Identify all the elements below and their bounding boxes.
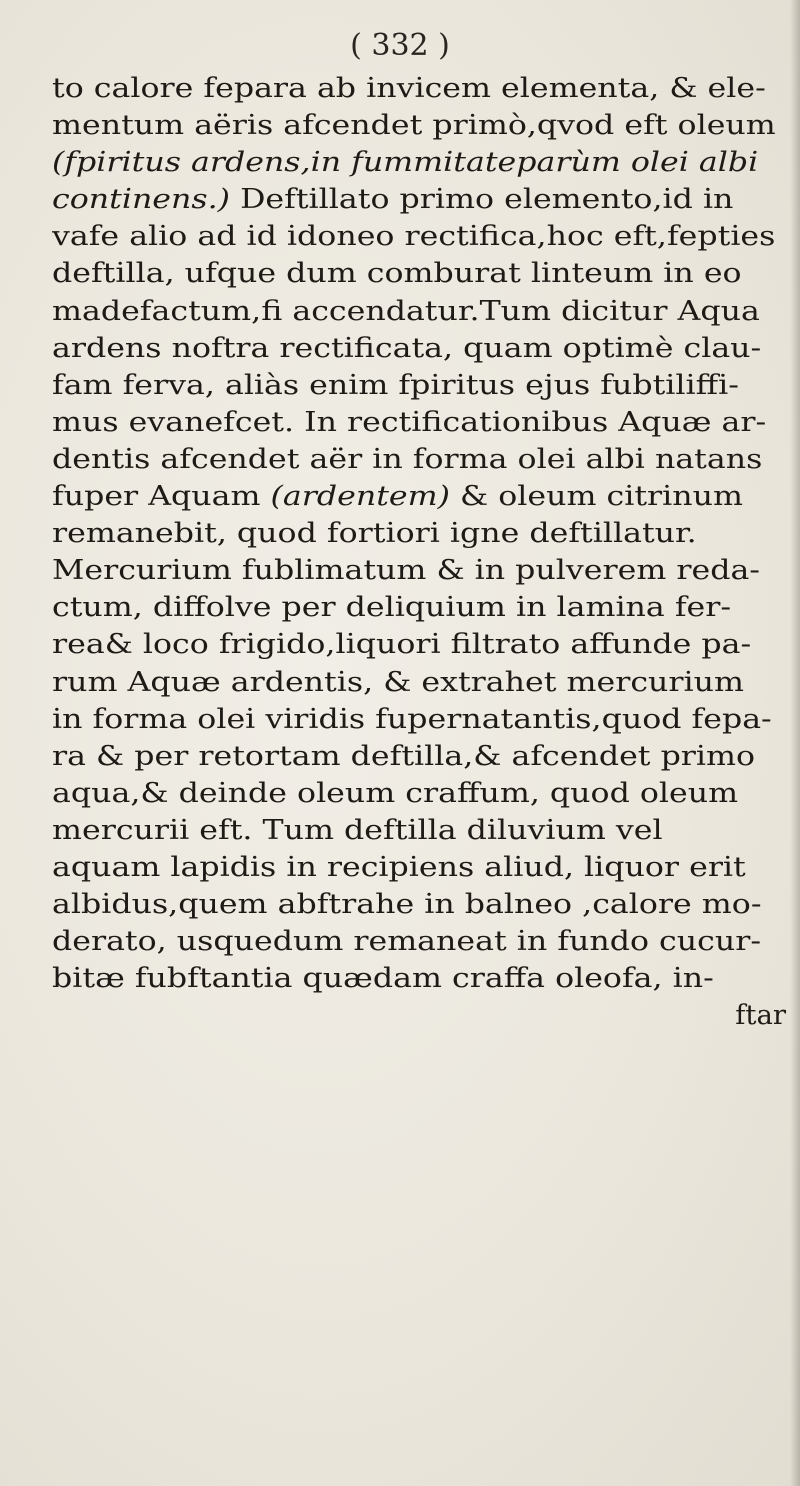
text-line — [52, 626, 796, 663]
text-line — [52, 330, 796, 367]
roman-text: ctum, diffolve per deliquium in lamina fer- — [52, 591, 732, 624]
text-line-content — [52, 626, 751, 663]
text-line-content — [52, 515, 697, 552]
text-line-content — [52, 293, 760, 330]
text-line-content — [52, 923, 761, 960]
text-line — [52, 181, 796, 218]
roman-text: rum Aquæ ardentis, & extrahet mercurium — [52, 665, 744, 698]
roman-text: mercurii eft. Tum deftilla diluvium vel — [52, 813, 663, 846]
text-line — [52, 293, 796, 330]
text-line — [52, 255, 796, 292]
page-number: ( 332 ) — [350, 28, 450, 63]
roman-text: deftilla, ufque dum comburat linteum in eo — [52, 257, 742, 290]
roman-text: bitæ fubftantia quædam craffa oleofa, in- — [52, 962, 714, 995]
text-line — [52, 589, 796, 626]
italic-text: (fpiritus ardens,in fummitateparùm olei albi — [52, 146, 759, 179]
text-line-content — [52, 144, 758, 181]
text-line — [52, 886, 796, 923]
text-line-content — [52, 775, 738, 812]
text-line-content — [52, 738, 755, 775]
roman-text: madefactum,fi accendatur.Tum dicitur Aqua — [52, 294, 760, 327]
text-line — [52, 849, 796, 886]
roman-text: fuper Aquam — [52, 480, 271, 513]
roman-text: albidus,quem abftrahe in balneo ,calore mo- — [52, 888, 762, 921]
roman-text: aquam lapidis in recipiens aliud, liquor erit — [52, 850, 746, 883]
text-line-content — [52, 181, 733, 218]
text-line — [52, 218, 796, 255]
roman-text: fam ferva, aliàs enim fpiritus ejus fubtiliffi- — [52, 368, 739, 401]
roman-text: rea& loco frigido,liquori filtrato affunde pa- — [52, 628, 752, 661]
text-line — [52, 960, 796, 997]
text-line-content — [52, 441, 762, 478]
roman-text: dentis afcendet aër in forma olei albi natans — [52, 442, 763, 475]
roman-text: derato, usquedum remaneat in fundo cucur- — [52, 925, 762, 958]
text-line-content — [52, 404, 766, 441]
text-line — [52, 441, 796, 478]
text-line — [52, 701, 796, 738]
text-line-content — [52, 255, 742, 292]
italic-text: (ardentem) — [270, 480, 450, 513]
text-line — [52, 812, 796, 849]
roman-text: mentum aëris afcendet primò,qvod eft oleum — [52, 109, 776, 142]
text-line — [52, 515, 796, 552]
text-line-content — [52, 664, 744, 701]
roman-text: ra & per retortam deftilla,& afcendet primo — [52, 739, 756, 772]
text-line — [52, 404, 796, 441]
italic-text: continens.) — [52, 183, 231, 216]
text-line-content — [52, 107, 776, 144]
roman-text: aqua,& deinde oleum craffum, quod oleum — [52, 776, 739, 809]
text-line — [52, 478, 796, 515]
text-line-content — [52, 886, 762, 923]
text-line — [52, 775, 796, 812]
text-line-content — [52, 589, 731, 626]
text-line-content — [52, 960, 714, 997]
page-edge-shadow — [790, 0, 800, 1486]
roman-text: Mercurium fublimatum & in pulverem reda- — [52, 554, 760, 587]
text-line-content — [52, 218, 775, 255]
text-line-content — [52, 701, 772, 738]
roman-text: to calore fepara ab invicem elementa, & ele- — [52, 72, 766, 104]
roman-text: remanebit, quod fortiori igne deftillatur. — [52, 517, 697, 550]
roman-text: vafe alio ad id idoneo rectifica,hoc eft,fepties — [52, 220, 776, 253]
roman-text: & oleum citrinum — [449, 480, 743, 513]
roman-text: Deftillato primo elemento,id in — [230, 183, 734, 216]
body-text — [52, 70, 796, 1034]
text-line — [52, 552, 796, 589]
catchword: ftar — [735, 999, 786, 1032]
text-line-content — [52, 330, 761, 367]
text-line-content — [52, 812, 663, 849]
roman-text: ardens noftra rectificata, quam optimè clau- — [52, 331, 762, 364]
text-line — [52, 107, 796, 144]
roman-text: mus evanefcet. In rectificationibus Aquæ ar- — [52, 405, 767, 438]
text-line-content — [52, 70, 766, 107]
text-line-content — [52, 478, 743, 515]
text-line — [52, 664, 796, 701]
text-line-content — [52, 367, 739, 404]
roman-text: in forma olei viridis fupernatantis,quod fepa- — [52, 702, 772, 735]
text-line — [52, 367, 796, 404]
text-line — [52, 70, 796, 107]
text-line — [52, 923, 796, 960]
text-line — [52, 738, 796, 775]
text-line-content — [52, 849, 746, 886]
text-line-content — [52, 552, 760, 589]
text-line — [52, 144, 796, 181]
